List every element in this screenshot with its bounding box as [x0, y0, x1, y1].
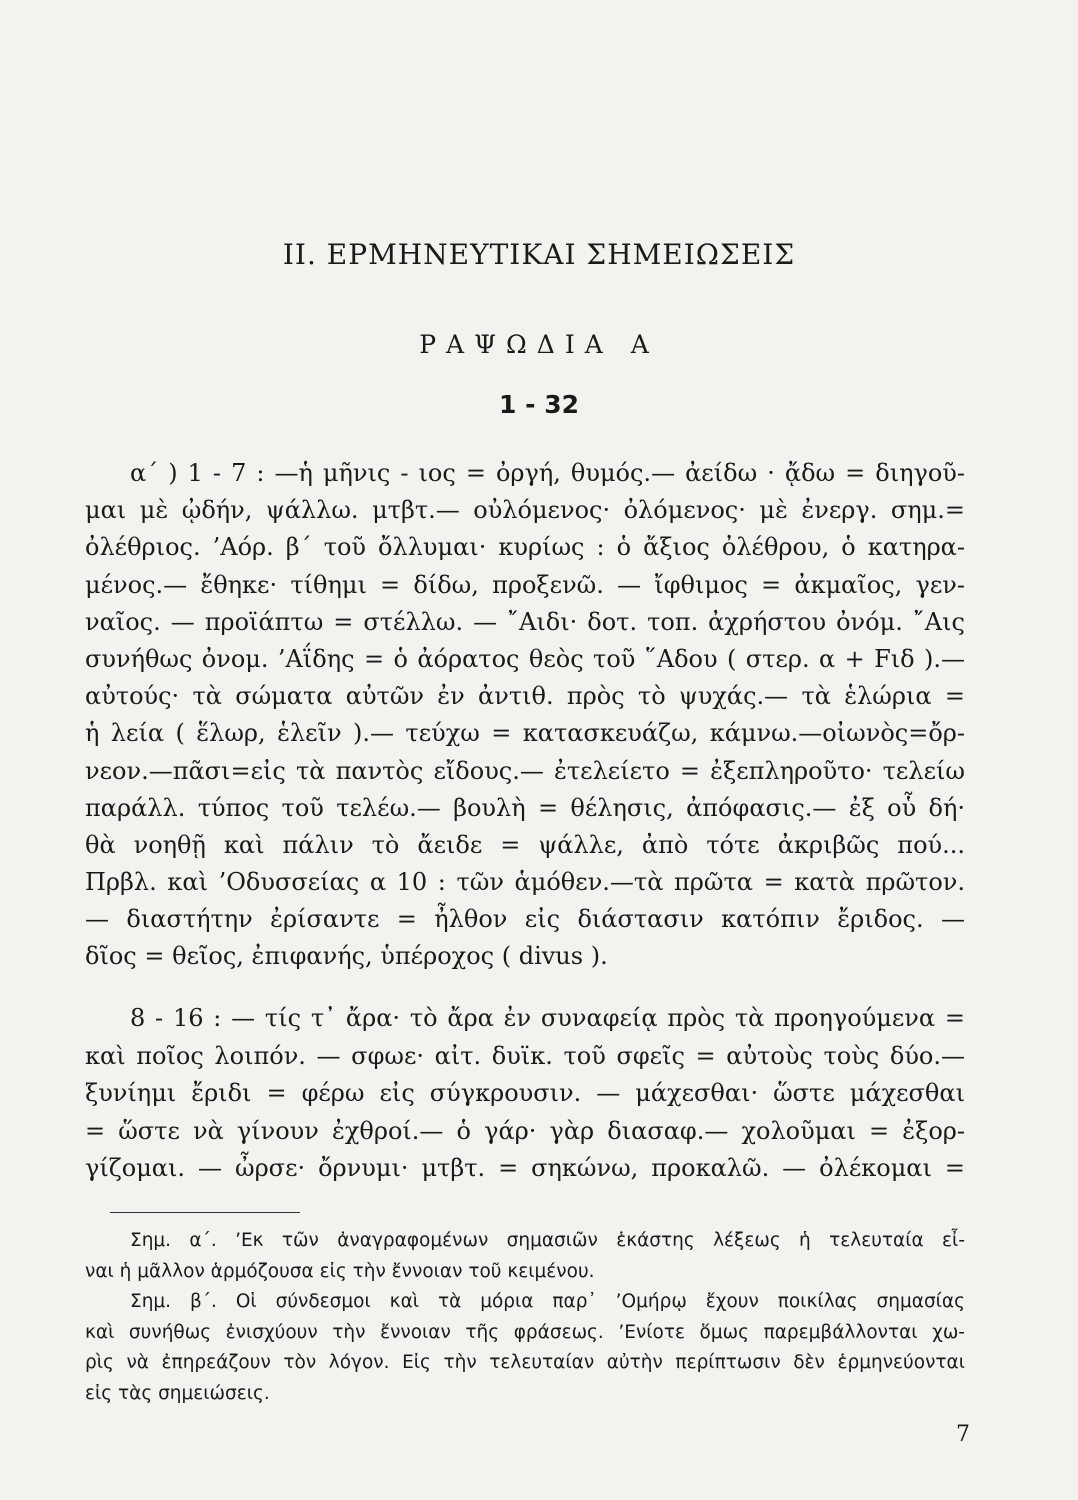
text-line: παράλλ. τύπος τοῦ τελέω.— βουλὴ = θέλησις, ἀπόφασις.— ἐξ οὗ δή· [85, 793, 965, 822]
commentary-paragraph-1 [85, 455, 965, 976]
text-line: ναῖος. — προϊάπτω = στέλλω. — ῎Αιδι· δοτ. τοπ. ἀχρήστου ὀνόμ. ῎Αις [85, 607, 965, 636]
footnotes [85, 1226, 965, 1409]
text-line: γίζομαι. — ὦρσε· ὄρνυμι· μτβτ. = σηκώνω, προκαλῶ. — ὀλέκομαι = [85, 1154, 965, 1183]
text-line: Πρβλ. καὶ ’Οδυσσείας α 10 : τῶν ἁμόθεν.—τὰ πρῶτα = κατὰ πρῶτον. [85, 868, 965, 897]
footnote-line: καὶ συνήθως ἐνισχύουν τὴν ἔννοιαν τῆς φράσεως. ’Ενίοτε ὅμως παρεμβάλλονται χω- [85, 1321, 965, 1343]
footnote-line: ναι ἡ μᾶλλον ἁρμόζουσα εἰς τὴν ἔννοιαν τοῦ κειμένου. [85, 1260, 595, 1282]
page-title: ΙΙ. ΕΡΜΗΝΕΥΤΙΚΑΙ ΣΗΜΕΙΩΣΕΙΣ [282, 238, 796, 271]
text-line: ὀλέθριος. ’Αόρ. β΄ τοῦ ὄλλυμαι· κυρίως : ὁ ἄξιος ὀλέθρου, ὁ κατηρα- [85, 533, 965, 562]
section-subtitle: ΡΑΨΩΔΙΑ Α [419, 330, 659, 359]
text-line: μαι μὲ ᾠδήν, ψάλλω. μτβτ.— οὐλόμενος· ὀλόμενος· μὲ ἐνεργ. σημ.= [85, 496, 965, 525]
footnote-line: Σημ. α΄. ’Εκ τῶν ἀναγραφομένων σημασιῶν ἑκάστης λέξεως ἡ τελευταία εἶ- [130, 1230, 965, 1251]
text-line: 8 - 16 : — τίς τ᾽ ἄρα· τὸ ἄρα ἐν συναφείᾳ πρὸς τὰ προηγούμενα = [130, 1004, 965, 1032]
text-line: ξυνίημι ἔριδι = φέρω εἰς σύγκρουσιν. — μάχεσθαι· ὥστε μάχεσθαι [85, 1079, 965, 1108]
text-line: θὰ νοηθῇ καὶ πάλιν τὸ ἄειδε = ψάλλε, ἀπὸ τότε ἀκριβῶς πού... [85, 830, 965, 859]
text-line: νεον.—πᾶσι=εἰς τὰ παντὸς εἴδους.— ἐτελείετο = ἐξεπληροῦτο· τελείω [85, 756, 965, 785]
text-line: — διαστήτην ἐρίσαντε = ἦλθον εἰς διάστασιν κατόπιν ἔριδος. — [85, 905, 965, 934]
text-line: = ὥστε νὰ γίνουν ἐχθροί.— ὁ γάρ· γὰρ διασαφ.— χολοῦμαι = ἐξορ- [85, 1116, 965, 1145]
text-line: δῖος = θεῖος, ἐπιφανής, ὑπέροχος ( divus ). [85, 942, 608, 971]
text-line: α΄ ) 1 - 7 : —ἡ μῆνις - ιος = ὀργή, θυμός.— ἀείδω · ᾄδω = διηγοῦ- [130, 459, 965, 487]
text-line: ἡ λεία ( ἕλωρ, ἑλεῖν ).— τεύχω = κατασκευάζω, κάμνω.—οἰωνὸς=ὄρ- [85, 719, 965, 748]
commentary-paragraph-2 [85, 1000, 965, 1188]
footnote-separator [110, 1212, 300, 1213]
footnote-line: Σημ. β΄. Οἱ σύνδεσμοι καὶ τὰ μόρια παρ᾽ ’Ομήρῳ ἔχουν ποικίλας σημασίας [130, 1291, 965, 1312]
text-line: συνήθως ὀνομ. ’Αΐδης = ὁ ἀόρατος θεὸς τοῦ ῞Αδου ( στερ. α + Fιδ ).— [85, 644, 965, 673]
verse-range-heading: 1 - 32 [499, 390, 579, 419]
text-line: καὶ ποῖος λοιπόν. — σφωε· αἰτ. δυϊκ. τοῦ σφεῖς = αὐτοὺς τοὺς δύο.— [85, 1041, 965, 1070]
footnote-line: ρὶς νὰ ἐπηρεάζουν τὸν λόγον. Εἰς τὴν τελευταίαν αὐτὴν περίπτωσιν δὲν ἑρμηνεύονται [85, 1352, 965, 1373]
text-line: μένος.— ἔθηκε· τίθημι = δίδω, προξενῶ. — ἴφθιμος = ἀκμαῖος, γεν- [85, 570, 965, 599]
footnote-line: εἰς τὰς σημειώσεις. [85, 1382, 270, 1404]
page-number: 7 [956, 1422, 970, 1447]
text-line: αὐτούς· τὰ σώματα αὐτῶν ἐν ἀντιθ. πρὸς τὸ ψυχάς.— τὰ ἑλώρια = [85, 682, 965, 711]
